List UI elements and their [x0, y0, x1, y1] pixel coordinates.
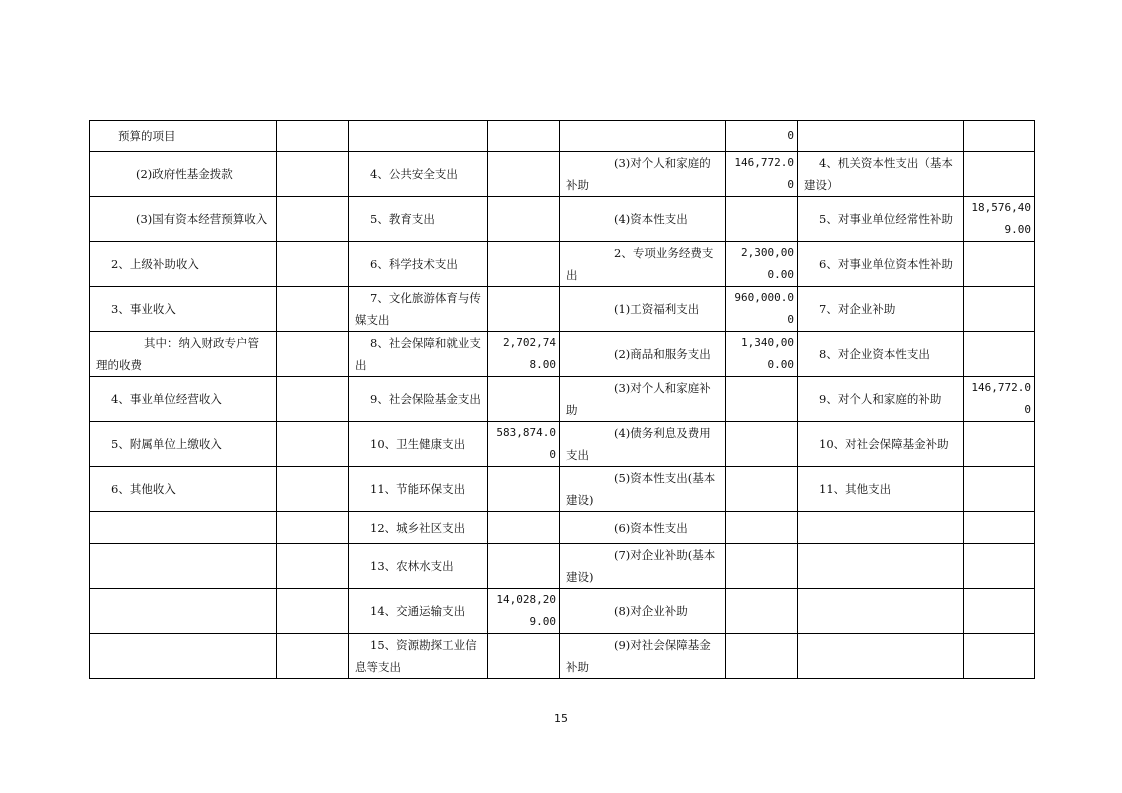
- table-cell: [726, 589, 798, 634]
- table-cell: (8)对企业补助: [560, 589, 726, 634]
- table-cell: (3)对个人和家庭补助: [560, 377, 726, 422]
- table-cell: [277, 544, 349, 589]
- table-cell: 2、上级补助收入: [90, 242, 277, 287]
- table-cell: 146,772.00: [964, 377, 1035, 422]
- table-cell: 14、交通运输支出: [349, 589, 488, 634]
- table-cell: [964, 121, 1035, 152]
- table-cell: [726, 467, 798, 512]
- table-cell: (9)对社会保障基金补助: [560, 634, 726, 679]
- table-cell: 10、对社会保障基金补助: [798, 422, 964, 467]
- table-cell: 预算的项目: [90, 121, 277, 152]
- table-cell: (1)工资福利支出: [560, 287, 726, 332]
- table-cell: 7、对企业补助: [798, 287, 964, 332]
- table-cell: [798, 634, 964, 679]
- table-cell: (4)资本性支出: [560, 197, 726, 242]
- table-cell: [277, 287, 349, 332]
- table-row: [90, 287, 1035, 332]
- table-cell: [488, 544, 560, 589]
- table-row: [90, 242, 1035, 287]
- table-cell: (3)对个人和家庭的补助: [560, 152, 726, 197]
- table-cell: [726, 422, 798, 467]
- table-cell: (3)国有资本经营预算收入: [90, 197, 277, 242]
- table-cell: [277, 121, 349, 152]
- table-cell: 8、对企业资本性支出: [798, 332, 964, 377]
- table-cell: [488, 287, 560, 332]
- table-cell: 12、城乡社区支出: [349, 512, 488, 544]
- table-cell: [964, 467, 1035, 512]
- table-cell: 583,874.00: [488, 422, 560, 467]
- table-cell: [349, 121, 488, 152]
- table-cell: 1,340,000.00: [726, 332, 798, 377]
- table-cell: [277, 589, 349, 634]
- table-cell: 13、农林水支出: [349, 544, 488, 589]
- table-cell: [488, 197, 560, 242]
- table-cell: [726, 634, 798, 679]
- table-cell: (7)对企业补助(基本建设): [560, 544, 726, 589]
- table-cell: 4、机关资本性支出（基本建设）: [798, 152, 964, 197]
- table-cell: (2)政府性基金拨款: [90, 152, 277, 197]
- table-row: [90, 332, 1035, 377]
- table-cell: 10、卫生健康支出: [349, 422, 488, 467]
- table-row: [90, 544, 1035, 589]
- table-cell: 146,772.00: [726, 152, 798, 197]
- table-cell: 9、社会保险基金支出: [349, 377, 488, 422]
- table-cell: [277, 512, 349, 544]
- table-cell: (6)资本性支出: [560, 512, 726, 544]
- table-cell: [964, 152, 1035, 197]
- table-cell: [560, 121, 726, 152]
- table-cell: [964, 287, 1035, 332]
- table-cell: [964, 512, 1035, 544]
- table-cell: 2,300,000.00: [726, 242, 798, 287]
- table-cell: 5、附属单位上缴收入: [90, 422, 277, 467]
- table-row: [90, 197, 1035, 242]
- table-row: [90, 152, 1035, 197]
- table-cell: (4)债务利息及费用支出: [560, 422, 726, 467]
- table-row: [90, 377, 1035, 422]
- table-cell: 9、对个人和家庭的补助: [798, 377, 964, 422]
- table-cell: [277, 634, 349, 679]
- table-cell: [277, 242, 349, 287]
- table-cell: [488, 512, 560, 544]
- table-cell: [964, 242, 1035, 287]
- table-cell: 其中：纳入财政专户管理的收费: [90, 332, 277, 377]
- table-cell: [277, 422, 349, 467]
- table-row: [90, 422, 1035, 467]
- table-cell: (5)资本性支出(基本建设): [560, 467, 726, 512]
- table-cell: [488, 121, 560, 152]
- table-cell: [90, 544, 277, 589]
- budget-table: [89, 120, 1035, 679]
- table-cell: 6、科学技术支出: [349, 242, 488, 287]
- table-row: [90, 634, 1035, 679]
- page-number: 15: [554, 712, 568, 725]
- table-cell: 960,000.00: [726, 287, 798, 332]
- table-cell: [90, 634, 277, 679]
- table-row: [90, 512, 1035, 544]
- table-cell: 4、事业单位经营收入: [90, 377, 277, 422]
- table-cell: 4、公共安全支出: [349, 152, 488, 197]
- table-cell: 18,576,409.00: [964, 197, 1035, 242]
- table-cell: [726, 512, 798, 544]
- table-cell: [277, 377, 349, 422]
- table-cell: [798, 512, 964, 544]
- table-cell: 5、对事业单位经常性补助: [798, 197, 964, 242]
- table-cell: [798, 589, 964, 634]
- table-cell: 14,028,209.00: [488, 589, 560, 634]
- table-cell: [277, 152, 349, 197]
- table-cell: 11、节能环保支出: [349, 467, 488, 512]
- table-cell: [798, 544, 964, 589]
- table-cell: 2,702,748.00: [488, 332, 560, 377]
- table-cell: 15、资源勘探工业信息等支出: [349, 634, 488, 679]
- table-cell: 0: [726, 121, 798, 152]
- table-cell: [964, 544, 1035, 589]
- table-cell: [726, 377, 798, 422]
- table-cell: [90, 589, 277, 634]
- table-cell: 3、事业收入: [90, 287, 277, 332]
- table-cell: [726, 197, 798, 242]
- table-cell: [277, 332, 349, 377]
- table-cell: 8、社会保障和就业支出: [349, 332, 488, 377]
- table-cell: [277, 467, 349, 512]
- table-cell: 2、专项业务经费支出: [560, 242, 726, 287]
- table-row: [90, 467, 1035, 512]
- table-cell: (2)商品和服务支出: [560, 332, 726, 377]
- table-cell: [488, 634, 560, 679]
- table-row: [90, 121, 1035, 152]
- table-cell: [488, 467, 560, 512]
- table-cell: [488, 152, 560, 197]
- table-cell: [277, 197, 349, 242]
- table-row: [90, 589, 1035, 634]
- table-cell: 11、其他支出: [798, 467, 964, 512]
- table-cell: [964, 634, 1035, 679]
- table-cell: [964, 332, 1035, 377]
- table-cell: 5、教育支出: [349, 197, 488, 242]
- table-cell: [964, 422, 1035, 467]
- table-cell: [90, 512, 277, 544]
- table-cell: [798, 121, 964, 152]
- table-cell: [488, 242, 560, 287]
- table-cell: 6、其他收入: [90, 467, 277, 512]
- table-cell: 6、对事业单位资本性补助: [798, 242, 964, 287]
- table-cell: [488, 377, 560, 422]
- table-cell: [726, 544, 798, 589]
- table-cell: [964, 589, 1035, 634]
- table-cell: 7、文化旅游体育与传媒支出: [349, 287, 488, 332]
